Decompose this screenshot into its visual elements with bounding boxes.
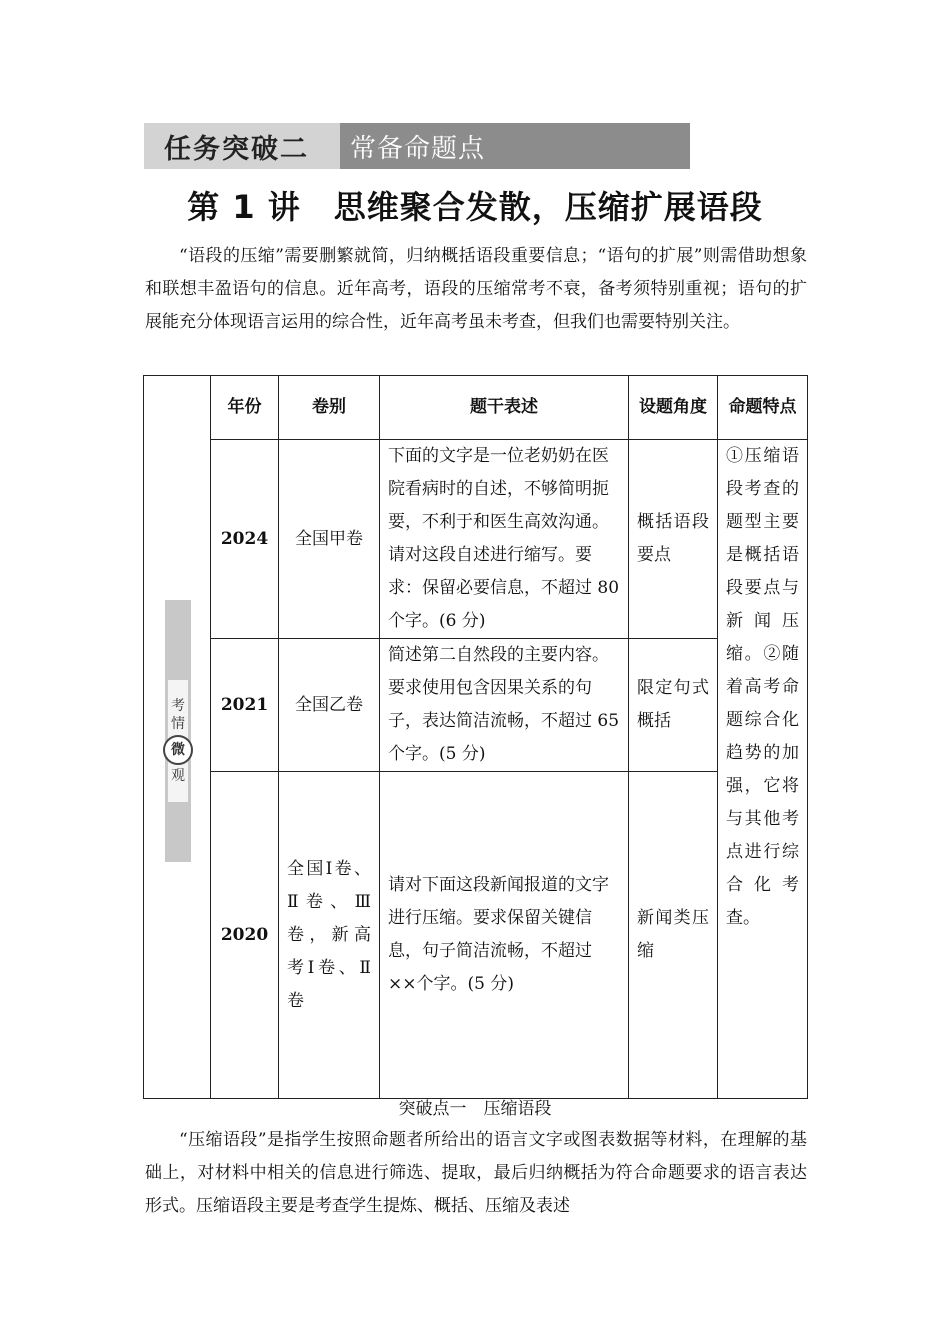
exam-table: [143, 375, 807, 1096]
side-label-char-1: 考: [171, 698, 185, 714]
row-year: 2024: [211, 440, 279, 639]
row-year: 2021: [211, 639, 279, 772]
table-row: [144, 772, 808, 1099]
row-angle: 概括语段要点: [629, 440, 718, 639]
row-angle: 限定句式概括: [629, 639, 718, 772]
section-paragraph: “压缩语段”是指学生按照命题者所给出的语言文字或图表数据等材料，在理解的基础上，对材料中相关的信息进行筛选、提取，最后归纳概括为符合命题要求的语言表达形式。压缩语段主要是考查学生提炼、概括、压缩及表述: [145, 1130, 807, 1216]
intro-paragraph: “语段的压缩”需要删繁就简，归纳概括语段重要信息；“语句的扩展”则需借助想象和联想丰盈语句的信息。近年高考，语段的压缩常考不衰，备考须特别重视；语句的扩展能充分体现语言运用的综合性，近年高考虽未考查，但我们也需要特别关注。: [145, 246, 807, 332]
feature-cell: ①压缩语段考查的题型主要是概括语段要点与新闻压缩。②随着高考命题综合化趋势的加强，它将与其他考点进行综合化考查。: [718, 440, 808, 1099]
side-label-bar: [165, 600, 191, 862]
lesson-title: 第 1 讲 思维聚合发散，压缩扩展语段: [187, 188, 763, 226]
side-label-cell: [144, 376, 211, 1099]
banner-right-label: 常备命题点: [340, 123, 690, 169]
row-paper: 全国乙卷: [279, 639, 380, 772]
section-heading: 突破点一 压缩语段: [398, 1099, 552, 1119]
header-year: 年份: [211, 376, 279, 440]
side-label-char-3: 观: [171, 768, 185, 784]
side-label-circle: 微: [163, 735, 193, 765]
row-paper: 全国甲卷: [279, 440, 380, 639]
side-label-char-2: 情: [171, 716, 185, 732]
row-year: 2020: [211, 772, 279, 1099]
row-angle: 新闻类压缩: [629, 772, 718, 1099]
section-banner: [144, 123, 690, 169]
header-text: 题干表述: [380, 376, 629, 440]
table-row: [144, 639, 808, 772]
banner-left-label: 任务突破二: [144, 123, 340, 169]
table-row: [144, 440, 808, 639]
row-text: 请对下面这段新闻报道的文字进行压缩。要求保留关键信息，句子简洁流畅，不超过××个字。(5 分): [380, 772, 629, 1099]
row-text: 下面的文字是一位老奶奶在医院看病时的自述，不够简明扼要，不利于和医生高效沟通。请对这段自述进行缩写。要求：保留必要信息，不超过 80 个字。(6 分): [380, 440, 629, 639]
header-feature: 命题特点: [718, 376, 808, 440]
row-text: 简述第二自然段的主要内容。要求使用包含因果关系的句子，表达简洁流畅，不超过 65 个字。(5 分): [380, 639, 629, 772]
header-paper: 卷别: [279, 376, 380, 440]
row-paper: 全国Ⅰ卷、Ⅱ卷、Ⅲ卷，新高考Ⅰ卷、Ⅱ卷: [279, 772, 380, 1099]
header-angle: 设题角度: [629, 376, 718, 440]
side-label: [168, 680, 188, 802]
